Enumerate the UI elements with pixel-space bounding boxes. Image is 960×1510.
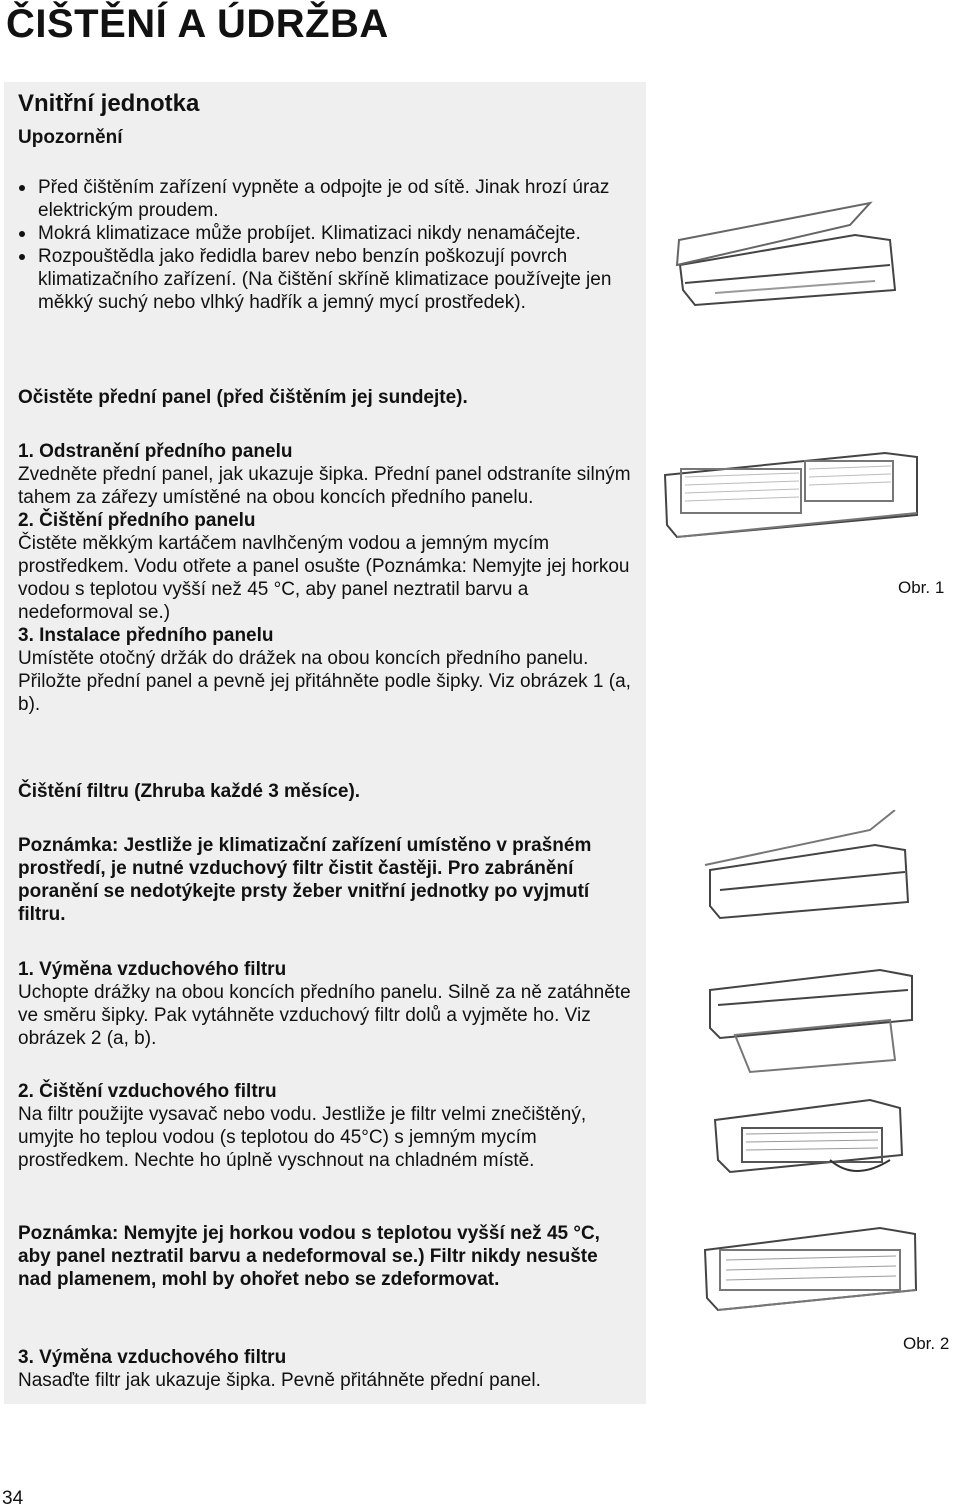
f1-title: 1. Výměna vzduchového filtru [18,959,287,980]
f2-text: Na filtr použijte vysavač nebo vodu. Jestliže je filtr velmi znečištěný, umyjte ho teplou vodou (s teplotou do 45°C) s jemným mycím prostředkem. Nechte ho úplně vyschnout na chladném místě. [18,1104,587,1171]
caution-heading: Upozornění [18,127,123,148]
step1-text: Zvedněte přední panel, jak ukazuje šipka. Přední panel odstraníte silným tahem za zářezy umístěné na obou koncích předního panelu. [18,464,631,508]
front-panel-steps [18,440,634,716]
caution-item: Rozpouštědla jako ředidla barev nebo benzín poškozují povrch klimatizačního zařízení. (Na čištění skříně klimatizace používejte jen měkký suchý nebo vlhký hadřík a jemný mycí prostředek). [18,245,630,314]
caution-item: Mokrá klimatizace může probíjet. Klimatizaci nikdy nenamáčejte. [18,222,630,245]
page-number: 34 [2,1488,24,1509]
front-panel-heading: Očistěte přední panel (před čištěním jej sundejte). [18,387,468,408]
f1-text: Uchopte drážky na obou koncích předního panelu. Silně za ně zatáhněte ve směru šipky. Pak vytáhněte vzduchový filtr dolů a vyjměte ho. Viz obrázek 2 (a, b). [18,982,631,1049]
figure-1-caption: Obr. 1 [898,578,945,597]
section-heading: Vnitřní jednotka [18,90,200,117]
step2-text: Čistěte měkkým kartáčem navlhčeným vodou a jemným mycím prostředkem. Vodu otřete a panel osušte (Poznámka: Nemyjte jej horkou vodou s teplotou vyšší než 45 °C, aby panel neztratil barvu a nedeformoval se.) [18,533,630,623]
step3-title: 3. Instalace předního panelu [18,625,274,646]
f3-text: Nasaďte filtr jak ukazuje šipka. Pevně přitáhněte přední panel. [18,1370,541,1391]
filter-step3 [18,1346,638,1392]
caution-item: Před čištěním zařízení vypněte a odpojte je od sítě. Jinak hrozí úraz elektrickým proudem. [18,176,630,222]
filter-step1 [18,958,634,1050]
step2-title: 2. Čištění předního panelu [18,510,256,531]
caution-list [18,176,630,314]
note-hot-water: Poznámka: Nemyjte jej horkou vodou s teplotou vyšší než 45 °C, aby panel neztratil barvu a nedeformoval se.) Filtr nikdy nesušte nad plamenem, mohl by ohořet nebo se zdeformovat. [18,1223,600,1290]
filter-step2 [18,1080,634,1172]
figure-1-illustration [655,195,960,595]
f3-title: 3. Výměna vzduchového filtru [18,1347,287,1368]
page-title: ČIŠTĚNÍ A ÚDRŽBA [6,2,389,46]
step3-text: Umístěte otočný držák do drážek na obou koncích předního panelu. Přiložte přední panel a pevně jej přitáhněte podle šipky. Viz obrázek 1 (a, b). [18,648,631,715]
figure-2-illustration [690,810,945,1340]
f2-title: 2. Čištění vzduchového filtru [18,1081,277,1102]
note-dust: Poznámka: Jestliže je klimatizační zařízení umístěno v prašném prostředí, je nutné vzduchový filtr čistit častěji. Pro zabránění poranění se nedotýkejte prsty žeber vnitřní jednotky po vyjmutí filtru. [18,835,592,925]
figure-2-caption: Obr. 2 [903,1334,950,1353]
step1-title: 1. Odstranění předního panelu [18,441,293,462]
filter-heading: Čištění filtru (Zhruba každé 3 měsíce). [18,781,361,802]
